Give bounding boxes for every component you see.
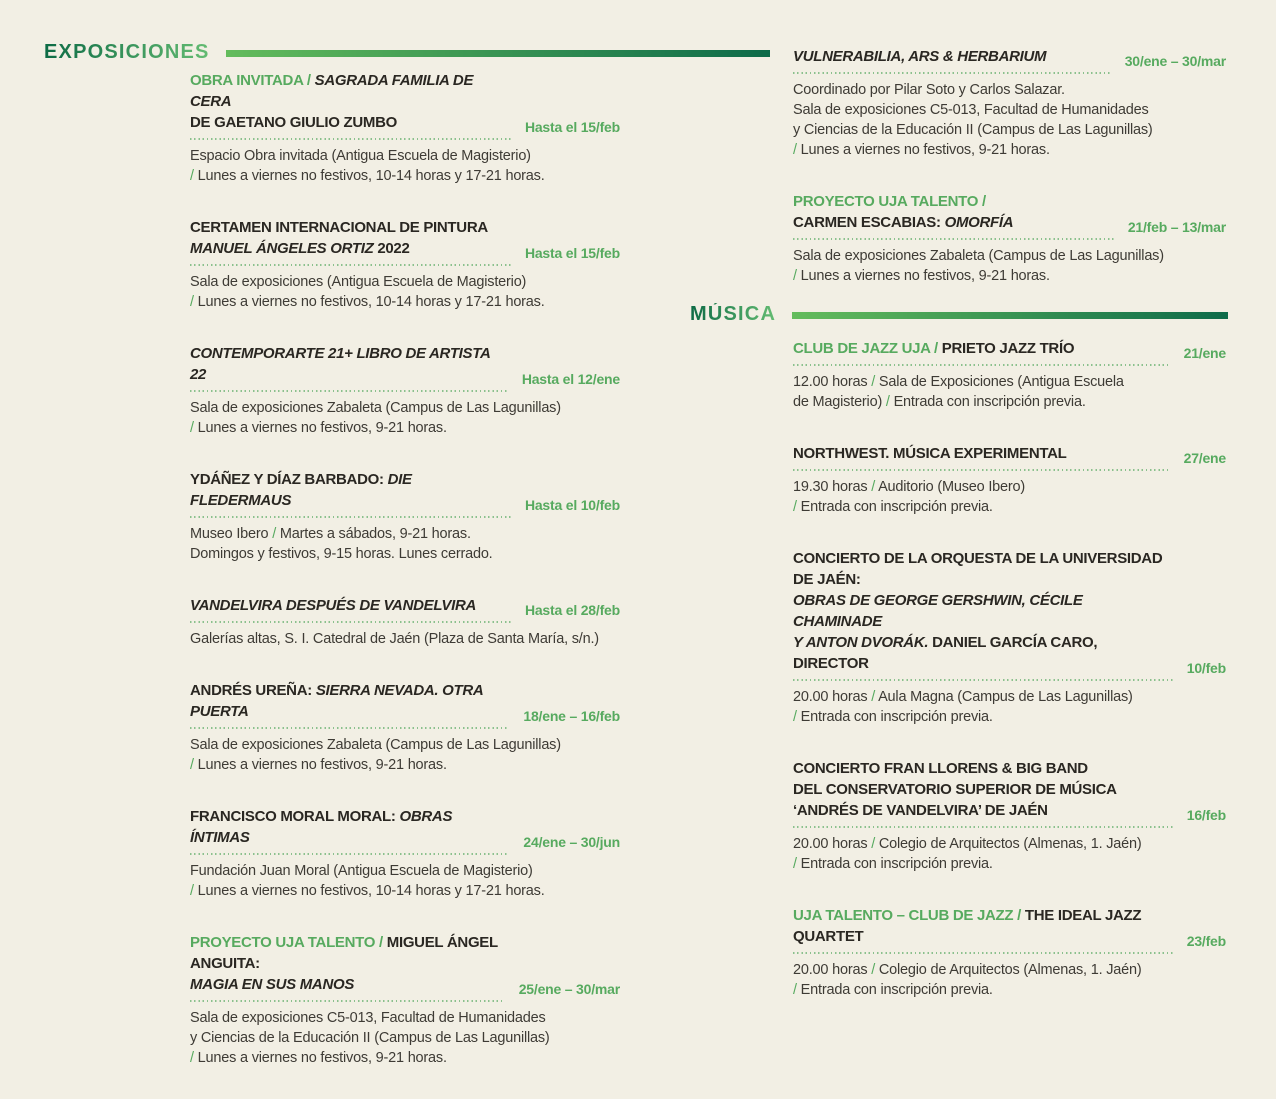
event-description-line: Galerías altas, S. I. Catedral de Jaén (Plaza de Santa María, s/n.) <box>190 631 599 647</box>
event-entry <box>793 758 1226 874</box>
event-title-text: MAGIA EN SUS MANOS <box>190 976 355 993</box>
event-date: Hasta el 15/feb <box>524 245 620 261</box>
event-description <box>190 861 620 901</box>
event-entry <box>190 806 620 901</box>
event-title <box>793 46 1111 74</box>
event-description-line: Museo Ibero / Martes a sábados, 9-21 horas. <box>190 526 471 542</box>
event-header <box>190 806 620 855</box>
event-description-line: / Lunes a viernes no festivos, 9-21 horas. <box>190 420 447 436</box>
dotted-leader <box>793 679 1173 681</box>
event-title-text: SAGRADA FAMILIA DE CERA <box>190 72 474 110</box>
event-date: 23/feb <box>1186 933 1226 949</box>
event-description-line: Sala de exposiciones (Antigua Escuela de Magisterio) <box>190 274 527 290</box>
exposiciones-entries-continued-column <box>793 46 1226 317</box>
event-title <box>793 338 1170 366</box>
event-description-line: 20.00 horas / Colegio de Arquitectos (Almenas, 1. Jaén) <box>793 836 1142 852</box>
event-header <box>793 46 1226 74</box>
event-title-text: CARMEN ESCABIAS: <box>793 214 945 231</box>
event-title <box>793 548 1173 681</box>
event-title-text: CONTEMPORARTE 21+ LIBRO DE ARTISTA 22 <box>190 345 490 383</box>
event-description-line: / Lunes a viernes no festivos, 9-21 horas. <box>190 757 447 773</box>
event-title-text: THE IDEAL JAZZ QUARTET <box>793 907 1142 945</box>
event-description <box>190 1008 620 1068</box>
event-title <box>190 932 505 1002</box>
event-title-text: VULNERABILIA, ARS & HERBARIUM <box>793 48 1047 65</box>
event-description-line: Fundación Juan Moral (Antigua Escuela de Magisterio) <box>190 863 533 879</box>
event-title <box>190 469 511 518</box>
slash-separator: / <box>190 757 194 773</box>
event-title <box>793 905 1173 954</box>
slash-separator: / <box>793 268 797 284</box>
event-description <box>190 272 620 312</box>
event-header <box>793 758 1226 828</box>
event-description-line: de Magisterio) / Entrada con inscripción previa. <box>793 394 1086 410</box>
event-title-text: VANDELVIRA DESPUÉS DE VANDELVIRA <box>190 597 477 614</box>
event-header <box>190 217 620 266</box>
event-description-line: y Ciencias de la Educación II (Campus de Las Lagunillas) <box>793 122 1153 138</box>
section-title-exposiciones: EXPOSICIONES <box>44 41 210 63</box>
event-description-line: Coordinado por Pilar Soto y Carlos Salazar. <box>793 82 1065 98</box>
event-title-text: DE GAETANO GIULIO ZUMBO <box>190 114 397 131</box>
event-title-text: ‘ANDRÉS DE VANDELVIRA’ DE JAÉN <box>793 802 1048 819</box>
event-title-text: FRANCISCO MORAL MORAL: <box>190 808 400 825</box>
event-title-text: DEL CONSERVATORIO SUPERIOR DE MÚSICA <box>793 781 1117 798</box>
event-date: Hasta el 28/feb <box>524 602 620 618</box>
event-description <box>793 477 1226 517</box>
event-title-text: DIE FLEDERMAUS <box>190 471 412 509</box>
event-title-text: OBRAS ÍNTIMAS <box>190 808 453 846</box>
event-entry <box>190 680 620 775</box>
event-entry <box>793 443 1226 517</box>
event-title-text: DANIEL GARCÍA CARO, DIRECTOR <box>793 634 1098 672</box>
event-title <box>190 595 511 623</box>
dotted-leader <box>190 621 511 623</box>
event-title-text: OBRAS DE GEORGE GERSHWIN, CÉCILE CHAMINADE <box>793 592 1083 630</box>
event-date: Hasta el 15/feb <box>524 119 620 135</box>
event-title <box>190 680 509 729</box>
event-description-line: Espacio Obra invitada (Antigua Escuela de Magisterio) <box>190 148 531 164</box>
dotted-leader <box>793 469 1170 471</box>
event-date: 24/ene – 30/jun <box>523 834 620 850</box>
event-header <box>793 191 1226 240</box>
event-title-text: CERTAMEN INTERNACIONAL DE PINTURA <box>190 219 488 236</box>
slash-separator: / <box>190 168 194 184</box>
event-date: Hasta el 12/ene <box>521 371 620 387</box>
event-description-line: Sala de exposiciones Zabaleta (Campus de Las Lagunillas) <box>793 248 1164 264</box>
event-description <box>793 834 1226 874</box>
event-entry <box>793 338 1226 412</box>
event-date: 16/feb <box>1186 807 1226 823</box>
event-header <box>793 905 1226 954</box>
event-description-line: / Entrada con inscripción previa. <box>793 982 993 998</box>
slash-separator: / <box>871 479 876 495</box>
event-title-text: CONCIERTO FRAN LLORENS & BIG BAND <box>793 760 1088 777</box>
event-entry <box>793 191 1226 286</box>
event-description-line: 20.00 horas / Colegio de Arquitectos (Almenas, 1. Jaén) <box>793 962 1142 978</box>
event-header <box>190 469 620 518</box>
event-header <box>190 932 620 1002</box>
event-description <box>793 372 1226 412</box>
event-description-line: / Lunes a viernes no festivos, 10-14 horas y 17-21 horas. <box>190 883 545 899</box>
event-entry <box>190 343 620 438</box>
event-date: 30/ene – 30/mar <box>1124 53 1226 69</box>
event-entry <box>793 46 1226 160</box>
event-category-label: CLUB DE JAZZ UJA / <box>793 340 942 357</box>
dotted-leader <box>190 390 508 392</box>
event-description-line: / Lunes a viernes no festivos, 9-21 horas. <box>793 268 1050 284</box>
slash-separator: / <box>190 1050 194 1066</box>
dotted-leader <box>190 1000 505 1002</box>
event-description <box>190 735 620 775</box>
event-title-text: MANUEL ÁNGELES ORTIZ <box>190 240 374 257</box>
event-title-text: OMORFÍA <box>944 214 1014 231</box>
event-entry <box>190 469 620 564</box>
event-description-line: Sala de exposiciones Zabaleta (Campus de Las Lagunillas) <box>190 400 561 416</box>
event-description-line: / Lunes a viernes no festivos, 9-21 horas. <box>190 1050 447 1066</box>
slash-separator: / <box>793 856 797 872</box>
event-header <box>190 343 620 392</box>
event-description-line: Sala de exposiciones C5-013, Facultad de Humanidades <box>793 102 1149 118</box>
dotted-leader <box>190 264 511 266</box>
event-description-line: / Lunes a viernes no festivos, 10-14 horas y 17-21 horas. <box>190 294 545 310</box>
event-category-label: OBRA INVITADA / <box>190 72 315 89</box>
event-title-text: Y ANTON DVORÁK. <box>793 634 929 651</box>
event-title-text: ANDRÉS UREÑA: <box>190 682 316 699</box>
event-title <box>190 70 511 140</box>
event-description-line: 20.00 horas / Aula Magna (Campus de Las Lagunillas) <box>793 689 1133 705</box>
event-description <box>190 524 620 564</box>
slash-separator: / <box>871 374 876 390</box>
event-title <box>793 758 1173 828</box>
slash-separator: / <box>190 420 194 436</box>
event-header <box>190 595 620 623</box>
event-description <box>793 960 1226 1000</box>
event-description-line: / Lunes a viernes no festivos, 9-21 horas. <box>793 142 1050 158</box>
slash-separator: / <box>871 689 876 705</box>
event-description <box>793 80 1226 160</box>
event-entry <box>190 595 620 649</box>
event-header <box>793 548 1226 681</box>
event-title-text: MIGUEL ÁNGEL ANGUITA: <box>190 934 498 972</box>
event-description-line: y Ciencias de la Educación II (Campus de Las Lagunillas) <box>190 1030 550 1046</box>
event-category-label: UJA TALENTO – CLUB DE JAZZ / <box>793 907 1025 924</box>
dotted-leader <box>190 516 511 518</box>
event-category-label: PROYECTO UJA TALENTO / <box>190 934 387 951</box>
event-description-line: Sala de exposiciones C5-013, Facultad de Humanidades <box>190 1010 546 1026</box>
event-entry <box>190 70 620 186</box>
event-title-text: SIERRA NEVADA. OTRA PUERTA <box>190 682 483 720</box>
event-title-text: 2022 <box>373 240 410 257</box>
event-title-text: CONCIERTO DE LA ORQUESTA DE LA UNIVERSIDAD DE JAÉN: <box>793 550 1163 588</box>
slash-separator: / <box>793 499 797 515</box>
event-entry <box>190 932 620 1068</box>
event-title <box>793 443 1170 471</box>
event-date: 27/ene <box>1183 450 1226 466</box>
slash-separator: / <box>885 394 890 410</box>
event-description-line: 12.00 horas / Sala de Exposiciones (Antigua Escuela <box>793 374 1124 390</box>
event-description-line: Sala de exposiciones Zabaleta (Campus de Las Lagunillas) <box>190 737 561 753</box>
event-title-text: YDÁÑEZ Y DÍAZ BARBADO: <box>190 471 388 488</box>
event-description <box>190 146 620 186</box>
dotted-leader <box>190 138 511 140</box>
musica-entries-column <box>793 338 1226 1031</box>
dotted-leader <box>793 952 1173 954</box>
slash-separator: / <box>871 962 876 978</box>
event-entry <box>793 905 1226 1000</box>
event-description-line: / Lunes a viernes no festivos, 10-14 horas y 17-21 horas. <box>190 168 545 184</box>
slash-separator: / <box>793 709 797 725</box>
slash-separator: / <box>871 836 876 852</box>
section-gradient-bar <box>792 312 1228 319</box>
event-description-line: / Entrada con inscripción previa. <box>793 856 993 872</box>
event-date: 21/ene <box>1183 345 1226 361</box>
event-description <box>793 246 1226 286</box>
event-description-line: / Entrada con inscripción previa. <box>793 499 993 515</box>
dotted-leader <box>190 853 509 855</box>
event-description-line: / Entrada con inscripción previa. <box>793 709 993 725</box>
event-date: 21/feb – 13/mar <box>1127 219 1226 235</box>
event-title-text: PRIETO JAZZ TRÍO <box>941 340 1075 357</box>
event-title <box>190 217 511 266</box>
event-date: 18/ene – 16/feb <box>523 708 620 724</box>
event-header <box>793 443 1226 471</box>
section-header-exposiciones <box>44 41 770 64</box>
event-date: 25/ene – 30/mar <box>518 981 620 997</box>
slash-separator: / <box>190 883 194 899</box>
section-gradient-bar <box>226 50 770 57</box>
event-header <box>793 338 1226 366</box>
event-description-line: Domingos y festivos, 9-15 horas. Lunes cerrado. <box>190 546 493 562</box>
event-description <box>190 629 620 649</box>
event-description <box>190 398 620 438</box>
event-date: 10/feb <box>1186 660 1226 676</box>
event-entry <box>793 548 1226 727</box>
dotted-leader <box>190 727 509 729</box>
event-title <box>190 343 508 392</box>
event-description-line: 19.30 horas / Auditorio (Museo Ibero) <box>793 479 1026 495</box>
section-title-musica: MÚSICA <box>690 303 777 325</box>
event-title-text: NORTHWEST. MÚSICA EXPERIMENTAL <box>793 445 1067 462</box>
dotted-leader <box>793 364 1170 366</box>
event-header <box>190 70 620 140</box>
event-title <box>793 191 1114 240</box>
slash-separator: / <box>272 526 277 542</box>
slash-separator: / <box>793 982 797 998</box>
slash-separator: / <box>793 142 797 158</box>
event-date: Hasta el 10/feb <box>524 497 620 513</box>
dotted-leader <box>793 72 1111 74</box>
event-category-label: PROYECTO UJA TALENTO / <box>793 193 986 210</box>
event-title <box>190 806 509 855</box>
dotted-leader <box>793 826 1173 828</box>
event-description <box>793 687 1226 727</box>
event-header <box>190 680 620 729</box>
exposiciones-entries-column <box>190 70 620 1099</box>
dotted-leader <box>793 238 1114 240</box>
slash-separator: / <box>190 294 194 310</box>
event-entry <box>190 217 620 312</box>
section-header-musica <box>690 303 1228 326</box>
